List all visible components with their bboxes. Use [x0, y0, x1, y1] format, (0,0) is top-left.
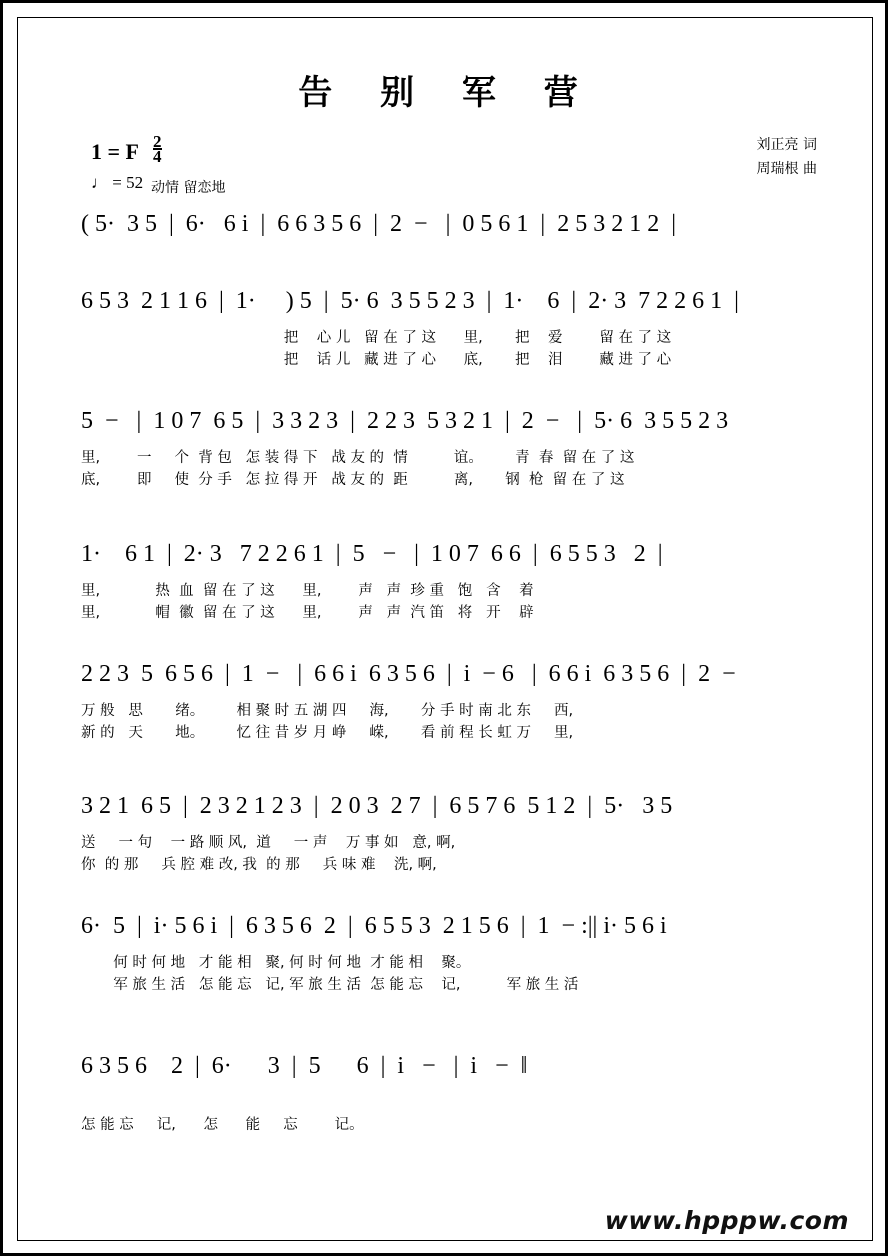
notation-line: 6 5 3 2 1 1 6 | 1· ) 5 | 5· 6 3 5 5 2 3 | 1· 6 | 2· 3 7 2 2 6 1 |	[81, 288, 739, 314]
lyric-line-verse2: 新 的 天 地。 忆 往 昔 岁 月 峥 嵘, 看 前 程 长 虹 万 里,	[81, 725, 574, 741]
meter-denominator: 4	[153, 147, 162, 166]
expression-marking: 动情 留恋地	[151, 180, 226, 196]
lyric-line-verse2: 军 旅 生 活 怎 能 忘 记, 军 旅 生 活 怎 能 忘 记, 军 旅 生 活	[81, 977, 579, 993]
notation-line: 5 − | 1 0 7 6 5 | 3 3 2 3 | 2 2 3 5 3 2 1 | 2 − | 5· 6 3 5 5 2 3	[81, 408, 729, 434]
notation-line: 1· 6 1 | 2· 3 7 2 2 6 1 | 5 − | 1 0 7 6 6 | 6 5 5 3 2 |	[81, 541, 663, 567]
watermark: www.hpppw.com	[604, 1206, 849, 1235]
notation-line: 3 2 1 6 5 | 2 3 2 1 2 3 | 2 0 3 2 7 | 6 5 7 6 5 1 2 | 5· 3 5	[81, 793, 673, 819]
composer-credit: 周瑞根 曲	[756, 161, 817, 177]
notation-line: 6 3 5 6 2 | 6· 3 | 5 6 | i − | i − ‖	[81, 1053, 528, 1079]
lyric-line-verse1: 万 般 思 绪。 相 聚 时 五 湖 四 海, 分 手 时 南 北 东 西,	[81, 703, 574, 719]
lyric-line-verse1: 里, 一 个 背 包 怎 装 得 下 战 友 的 情 谊。 青 春 留 在 了 这	[81, 450, 635, 466]
notation-line: 6· 5 | i· 5 6 i | 6 3 5 6 2 | 6 5 5 3 2 1 5 6 | 1 − :|| i· 5 6 i	[81, 913, 667, 939]
lyric-line-verse1: 送 一 句 一 路 顺 风, 道 一 声 万 事 如 意, 啊,	[81, 835, 456, 851]
lyricist-credit: 刘正亮 词	[756, 137, 817, 153]
notation-line: 2 2 3 5 6 5 6 | 1 − | 6 6 i 6 3 5 6 | i − 6 | 6 6 i 6 3 5 6 | 2 −	[81, 661, 736, 687]
credits	[757, 133, 817, 181]
page-title: 告 别 军 营	[298, 73, 596, 113]
lyric-line-verse2: 把 话 儿 藏 进 了 心 底, 把 泪 藏 进 了 心	[81, 352, 672, 368]
meter-numerator: 2	[153, 132, 162, 151]
tempo-marking: ♩ = 52	[91, 173, 144, 192]
lyric-line-verse2: 底, 即 使 分 手 怎 拉 得 开 战 友 的 距 离, 钢 枪 留 在 了 这	[81, 472, 625, 488]
lyric-line-verse1: 怎 能 忘 记, 怎 能 忘 记。	[81, 1117, 364, 1133]
lyric-line-verse1: 把 心 儿 留 在 了 这 里, 把 爱 留 在 了 这	[81, 330, 672, 346]
time-signature	[153, 132, 162, 166]
lyric-line-verse2: 你 的 那 兵 腔 难 改, 我 的 那 兵 味 难 洗, 啊,	[81, 857, 437, 873]
lyric-line-verse2: 里, 帽 徽 留 在 了 这 里, 声 声 汽 笛 将 开 辟	[81, 605, 534, 621]
notation-line: ( 5· 3 5 | 6· 6 i | 6 6 3 5 6 | 2 − | 0 5 6 1 | 2 5 3 2 1 2 |	[81, 211, 677, 237]
key-signature: 1 = F	[91, 139, 139, 164]
lyric-line-verse1: 何 时 何 地 才 能 相 聚, 何 时 何 地 才 能 相 聚。	[81, 955, 471, 971]
lyric-line-verse1: 里, 热 血 留 在 了 这 里, 声 声 珍 重 饱 含 着	[81, 583, 534, 599]
